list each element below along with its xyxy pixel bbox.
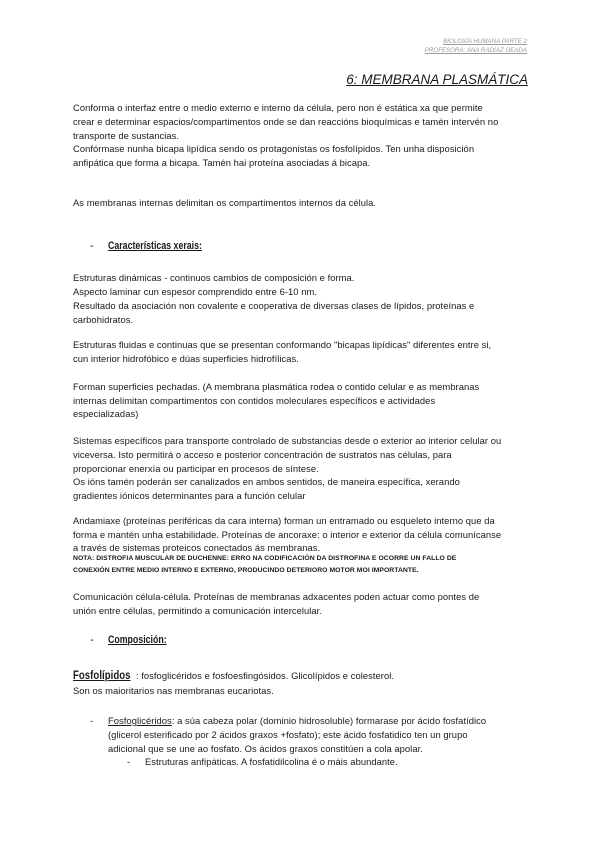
internal-membranes-text: As membranas internas delimitan os compartimentos internos da célula. [73,197,377,208]
text-line: a través de sistemas proteicos conectados ás membranas. [73,542,321,553]
header-professor: PROFESORA: ANA RADÍAZ GEADA [424,47,527,54]
text-line: viceversa. Isto permitirá o acceso e posterior concentración de sustratos nas células, para [73,449,452,460]
text-line: Forman superficies pechadas. (A membrana plasmática rodea o contido celular e as membranas [73,381,480,392]
text-line: Andamiaxe (proteínas periféricas da cara interna) forman un entramado ou esqueleto interno que da [73,515,495,526]
text-line: especializadas) [73,408,139,419]
text-line: carbohidratos. [73,314,134,325]
intro-line: Conforma o interfaz entre o medio externo e interno da célula, pero non é estática xa que permite [73,102,483,113]
bullet-dash: - [90,240,94,252]
intro-line: Confórmase nunha bicapa lipídica sendo os protagonistas os fosfolípidos. Ten unha disposición [73,143,475,154]
text-line: Sistemas específicos para transporte controlado de substancias desde o exterior ao interior celular ou [73,435,502,446]
text-line: (glicerol esterificado por 2 ácidos graxos +fosfato); este ácido fosfatidico ten un grupo [108,729,468,740]
section-heading-general [90,240,225,252]
note-line: NOTA: DISTROFIA MUSCULAR DE DUCHENNE: ERRO NA CODIFICACIÓN DA DISTROFINA E OCORRE UN FALLO DE [73,555,457,562]
phospholipids-label: Fosfolípidos [73,668,131,682]
page-title: 6: MEMBRANA PLASMÁTICA [346,72,528,87]
text-line: Resultado da asociación non covalente e cooperativa de diversas clases de lípidos, proteínas e [73,300,475,311]
text-line: Comunicación célula-célula. Proteínas de membranas adxacentes poden actuar como pontes de [73,591,480,602]
text-line: Estruturas anfipáticas. A fosfatidilcolina é o máis abundante. [145,756,398,767]
note-line: CONEXIÓN ENTRE MEDIO INTERNO E EXTERNO, PRODUCINDO DETERIORO MOTOR MOI IMPORTANTE. [73,567,419,574]
phospholipids-line [73,669,394,682]
glycerides-line [108,715,486,727]
intro-line: transporte de sustancias. [73,130,179,141]
text-line: unión entre células, permitindo a comunicación intercelular. [73,605,322,616]
phospholipids-text: : fosfoglicéridos e fosfoesfingósidos. Glicolípidos e colesterol. [135,670,395,681]
glycerides-text: : a súa cabeza polar (dominio hidrosoluble) formarase por ácido fosfatídico [171,715,487,726]
text-line: adicional que se une ao fosfato. Os ácidos graxos constitúen a cola apolar. [108,743,423,754]
text-line: forma e mantén unha estabilidade. Proteínas de ancoraxe: o interior e exterior da célula comunícanse [73,529,502,540]
section-title: Características xerais: [108,240,202,252]
section-title: Composición: [108,634,167,646]
intro-line: crear e determinar espacios/compartimentos onde se dan reaccións bioquímicas e tamén intervén no [73,116,499,127]
text-line: Son os maioritarios nas membranas eucariotas. [73,685,274,696]
bullet-dash: - [90,715,94,726]
bullet-dash: - [90,634,94,646]
text-line: Os ións tamén poderán ser canalizados en ambos sentidos, de maneira específica, xerando [73,476,460,487]
text-line: Aspecto laminar cun espesor comprendido entre 6-10 nm. [73,286,317,297]
text-line: Estruturas fluidas e continuas que se presentan conformando "bicapas lipídicas" diferentes entre si, [73,339,492,350]
text-line: internas delimitan compartimentos con contidos moleculares específicos e actividades [73,395,436,406]
bullet-dash: - [127,756,131,767]
glycerides-label: Fosfoglicéridos [108,715,172,726]
text-line: proporcionar enerxía ou participar en procesos de síntese. [73,463,319,474]
intro-line: anfipática que forma a bicapa. Tamén hai proteína asociadas á bicapa. [73,157,371,168]
header-course: BIOLOXÍA HUMANA PARTE 2 [443,38,527,45]
section-heading-composition [90,634,181,646]
text-line: cun interior hidrofóbico e dúas superficies hidrofílicas. [73,353,299,364]
text-line: gradientes iónicos determinantes para a función celular [73,490,306,501]
text-line: Estruturas dinámicas - continuos cambios de composición e forma. [73,272,355,283]
